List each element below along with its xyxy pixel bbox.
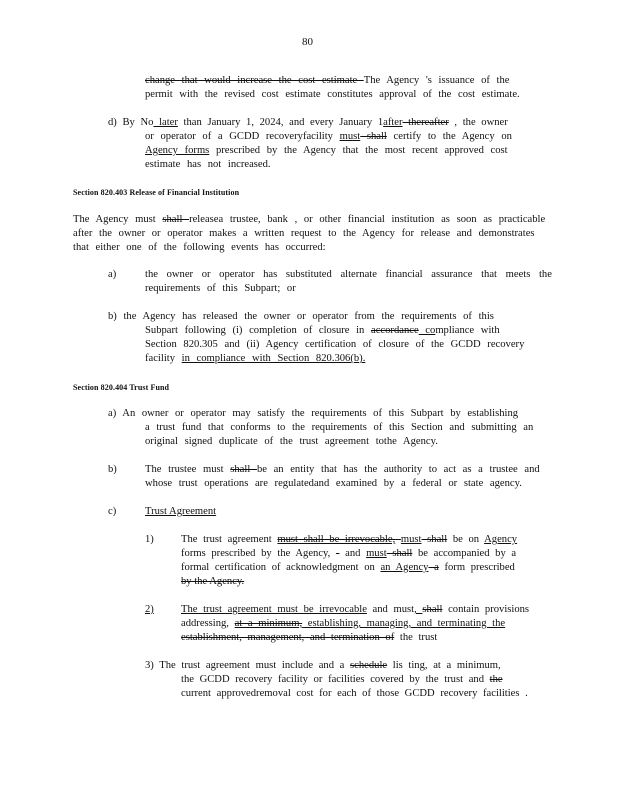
text-line: Section 820.305 and (ii) Agency certification of closure of the GCDD recovery [145,339,525,350]
text-line: Subpart following (i) completion of closure in accordance compliance with [145,325,500,336]
text-line: permit with the revised cost estimate constitutes approval of the cost estimate. [145,89,520,100]
text-line: that either one of the following events has occurred: [73,242,326,253]
text-line: by the Agency. [181,576,245,587]
page-number: 80 [302,36,313,48]
text-line: addressing, at a minimum, establishing, managing, and terminating the [181,618,506,629]
text-line: The trust agreement must be irrevocable and must, shall contain provisions [181,604,530,615]
subsection-title: Trust Agreement [145,506,217,517]
text-line: forms prescribed by the Agency, - and must shall be accompanied by a [181,548,517,559]
text-line: the GCDD recovery facility or facilities covered by the trust and the [181,674,503,685]
text-line: current approvedremoval cost for each of those GCDD recovery facilities . [181,688,528,699]
section-heading: Section 820.403 Release of Financial Institution [73,188,240,197]
text-line: a) An owner or operator may satisfy the requirements of this Subpart by establishing [108,408,519,419]
list-marker: b) [108,464,117,475]
text-line: requirements of this Subpart; or [145,283,296,294]
list-marker: 2) [145,604,154,615]
list-marker: a) [108,269,117,280]
text-line: The trust agreement must shall be irrevocable, must shall be on Agency [181,534,518,545]
text-line: b) the Agency has released the owner or operator from the requirements of this [108,311,494,322]
text-line: formal certification of acknowledgment on an Agency a form prescribed [181,562,515,573]
text-line: whose trust operations are regulatedand examined by a federal or state agency. [145,478,522,489]
text-line: The trustee must shall be an entity that has the authority to act as a trustee and [145,464,540,475]
text-line: facility in compliance with Section 820.306(b). [145,353,366,364]
list-marker: c) [108,506,117,517]
text-line: after the owner or operator makes a written request to the Agency for release and demonstrates [73,228,535,239]
text-line: establishment, management, and termination of the trust [181,632,438,643]
text-line: 3) The trust agreement must include and a schedule lis ting, at a minimum, [145,660,501,671]
text-line: d) By No later than January 1, 2024, and every January 1after thereafter , the owner [108,117,508,128]
text-line: estimate has not increased. [145,159,271,170]
text-line: the owner or operator has substituted alternate financial assurance that meets the [145,269,552,280]
text-line: The Agency must shall releasea trustee, bank , or other financial institution as soon as practicable [73,214,546,225]
text-line: original signed duplicate of the trust agreement tothe Agency. [145,436,438,447]
text-line: a trust fund that conforms to the requirements of this Section and submitting an [145,422,534,433]
text-line: Agency forms prescribed by the Agency that the most recent approved cost [145,145,508,156]
section-heading: Section 820.404 Trust Fund [73,383,170,392]
text-line: or operator of a GCDD recoveryfacility must shall certify to the Agency on [145,131,512,142]
list-marker: 1) [145,534,154,545]
text-line: change that would increase the cost estimate The Agency 's issuance of the [145,75,510,86]
